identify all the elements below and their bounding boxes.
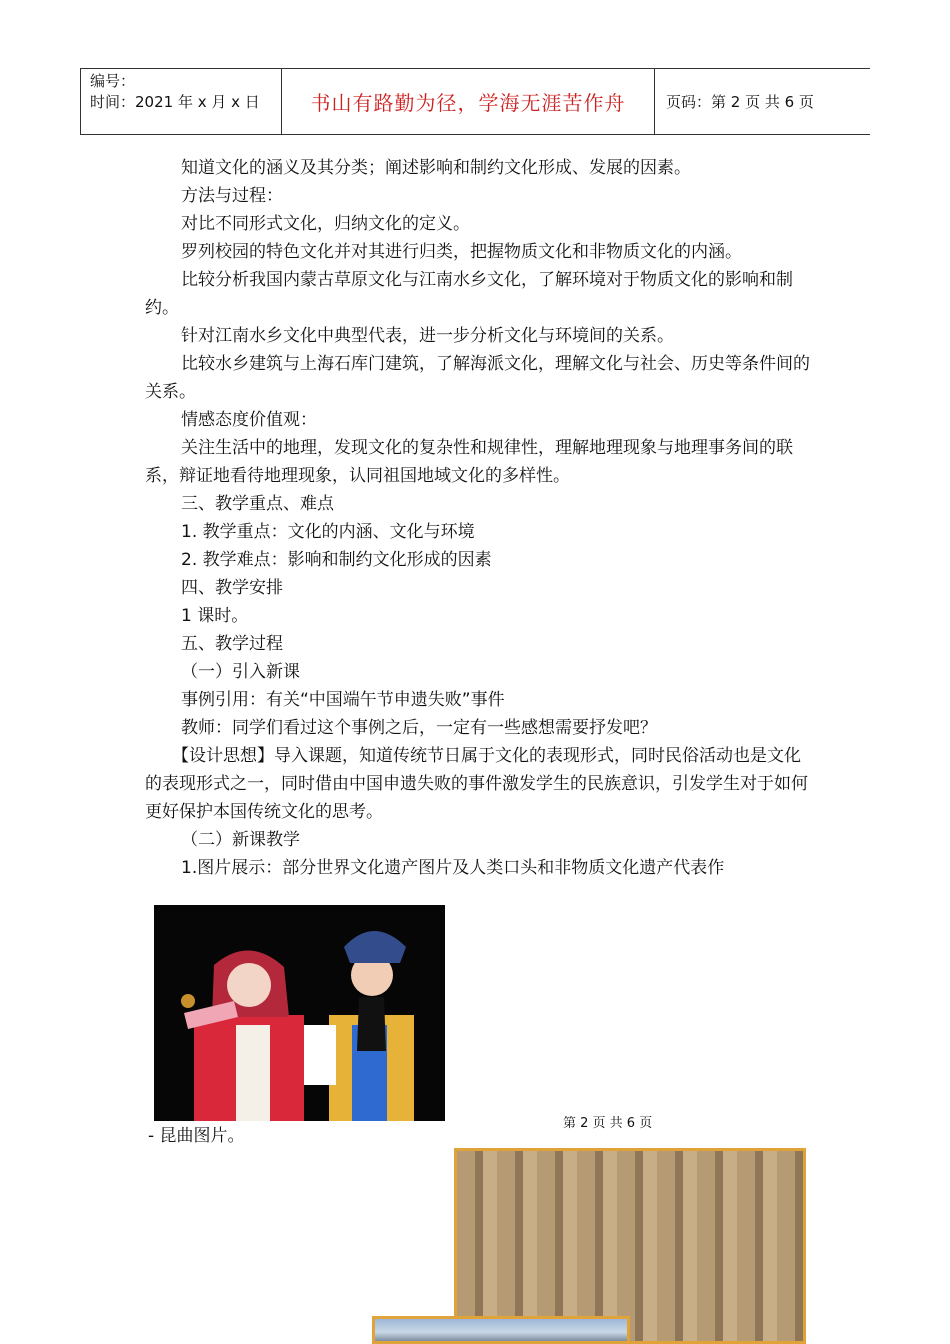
- paragraph: 比较水乡建筑与上海石库门建筑，了解海派文化，理解文化与社会、历史等条件间的关系。: [145, 354, 810, 402]
- document-number: 编号：: [90, 72, 136, 90]
- subsection-heading: （一）引入新课: [181, 662, 300, 682]
- section-heading: 五、教学过程: [181, 634, 283, 654]
- paragraph: 【设计思想】导入课题，知道传统节日属于文化的表现形式，同时民俗活动也是文化的表现形式之一，同时借由中国申遗失败的事件激发学生的民族意识，引发学生对于如何更好保护本国传统文化的思考。: [145, 746, 808, 822]
- document-header: [80, 68, 870, 135]
- document-body: [145, 154, 810, 882]
- paragraph: 事例引用：有关“中国端午节申遗失败”事件: [181, 690, 505, 710]
- section-heading: 四、教学安排: [181, 578, 283, 598]
- kunqu-opera-illustration: [154, 905, 445, 1121]
- kunqu-opera-photo: [154, 905, 445, 1121]
- document-date: 时间：2021 年 x 月 x 日: [90, 93, 260, 111]
- paragraph: 关注生活中的地理，发现文化的复杂性和规律性，理解地理现象与地理事务间的联系，辩证地看待地理现象，认同祖国地域文化的多样性。: [145, 438, 793, 486]
- paragraph: 比较分析我国内蒙古草原文化与江南水乡文化，了解环境对于物质文化的影响和制约。: [145, 270, 793, 318]
- section-heading: 三、教学重点、难点: [181, 494, 334, 514]
- subsection-heading: （二）新课教学: [181, 830, 300, 850]
- paragraph: 情感态度价值观：: [181, 410, 317, 430]
- paragraph: 对比不同形式文化，归纳文化的定义。: [181, 214, 470, 234]
- paragraph: 1 课时。: [181, 606, 249, 626]
- page-footer: 第 2 页 共 6 页: [563, 1116, 653, 1131]
- paragraph: 2. 教学难点：影响和制约文化形成的因素: [181, 550, 492, 570]
- header-motto: 书山有路勤为径，学海无涯苦作舟: [282, 69, 655, 134]
- header-page-number: 页码：第 2 页 共 6 页: [666, 93, 814, 111]
- photo-caption: - 昆曲图片。: [148, 1126, 245, 1146]
- paragraph: 针对江南水乡文化中典型代表，进一步分析文化与环境间的关系。: [181, 326, 674, 346]
- paragraph: 知道文化的涵义及其分类；阐述影响和制约文化形成、发展的因素。: [181, 158, 691, 178]
- paragraph: 罗列校园的特色文化并对其进行归类，把握物质文化和非物质文化的内涵。: [181, 242, 742, 262]
- paragraph: 教师：同学们看过这个事例之后，一定有一些感想需要抒发吧？: [181, 718, 657, 738]
- terracotta-warriors-photo: [454, 1148, 806, 1344]
- paragraph: 方法与过程：: [181, 186, 283, 206]
- paragraph: 1.图片展示：部分世界文化遗产图片及人类口头和非物质文化遗产代表作: [181, 858, 725, 878]
- landscape-photo: [372, 1316, 630, 1344]
- paragraph: 1. 教学重点：文化的内涵、文化与环境: [181, 522, 475, 542]
- header-meta: [81, 69, 282, 134]
